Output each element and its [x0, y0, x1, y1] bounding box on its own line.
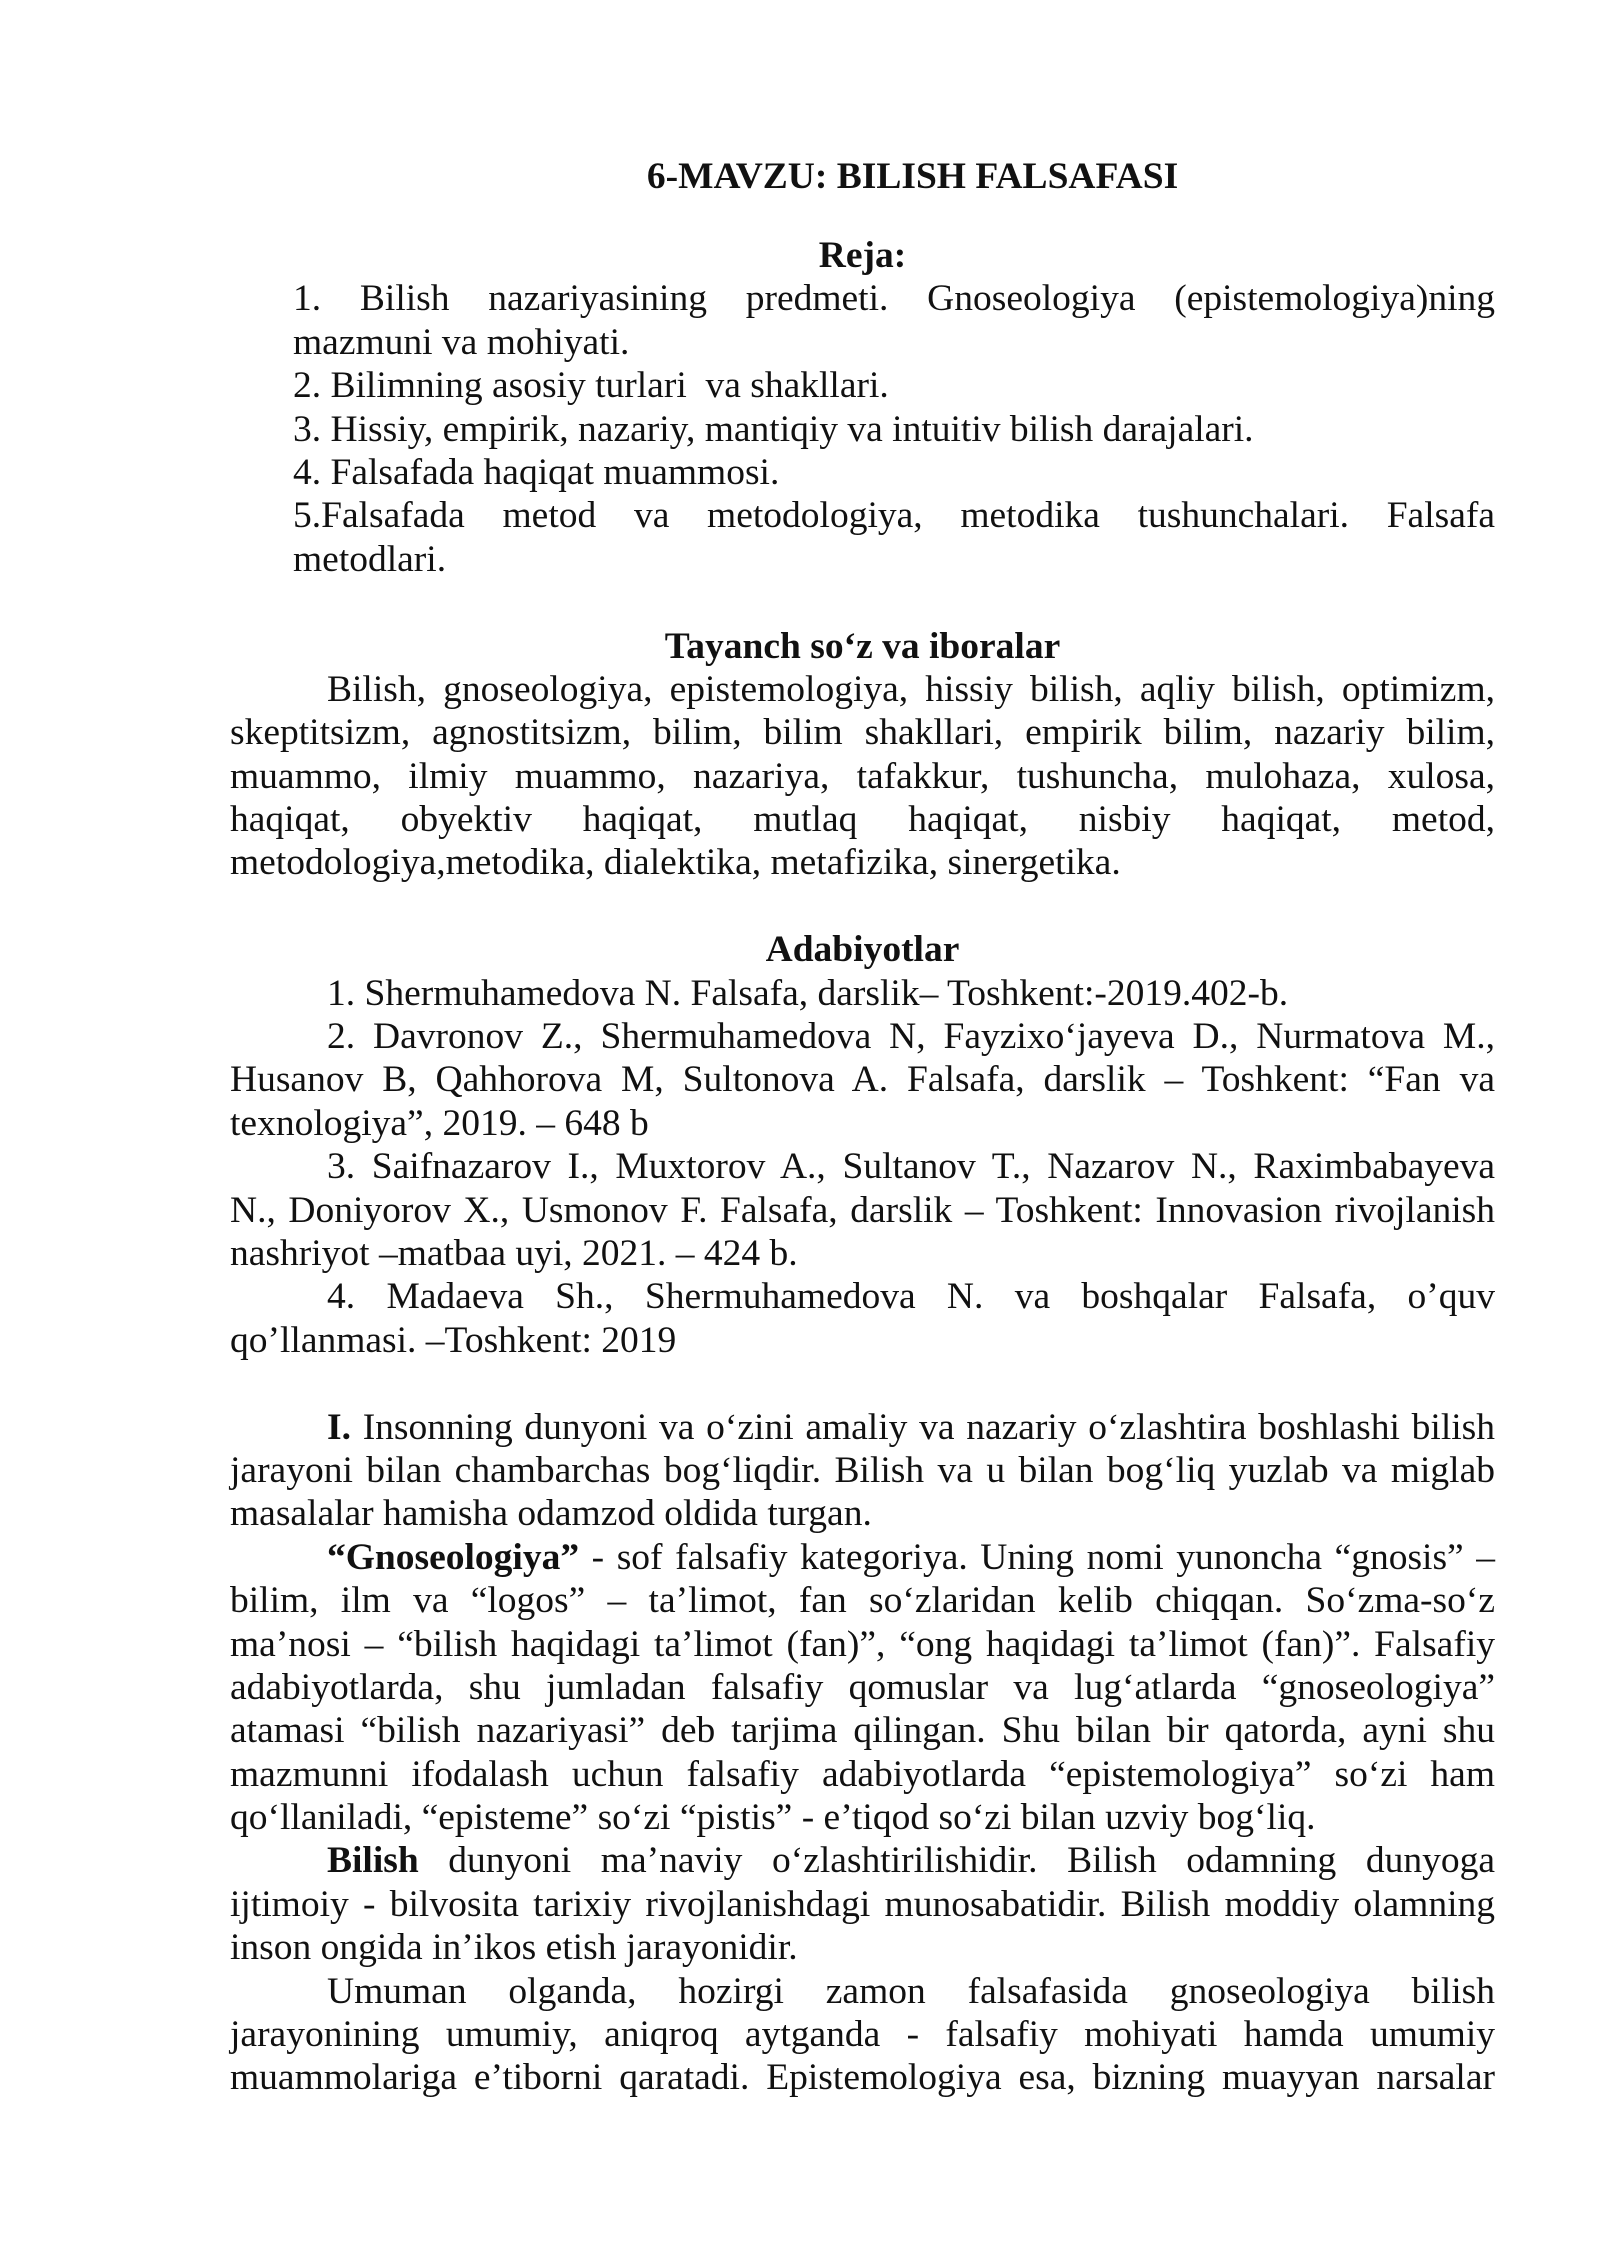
paragraph-2-line-6: mazmunni ifodalash uchun falsafiy adabiyotlarda “epistemologiya” so‘zi ham: [230, 1753, 1495, 1795]
paragraph-2-line-7: qo‘llaniladi, “episteme” so‘zi “pistis” - e’tiqod so‘zi bilan uzviy bog‘liq.: [230, 1797, 1316, 1839]
paragraph-2-line-4: adabiyotlarda, shu jumladan falsafiy qomuslar va lug‘atlarda “gnoseologiya”: [230, 1666, 1495, 1708]
keywords-line-1: Bilish, gnoseologiya, epistemologiya, hissiy bilish, aqliy bilish, optimizm,: [327, 668, 1495, 710]
keywords-line-2: skeptitsizm, agnostitsizm, bilim, bilim shakllari, empirik bilim, nazariy bilim,: [230, 712, 1495, 754]
keywords-line-5: metodologiya,metodika, dialektika, metafizika, sinergetika.: [230, 842, 1121, 884]
paragraph-4-line-3: muammolariga e’tiborni qaratadi. Epistemologiya esa, bizning muayyan narsalar: [230, 2057, 1495, 2099]
blank-line: [230, 885, 1495, 928]
keywords-line-3: muammo, ilmiy muammo, nazariya, tafakkur, tushuncha, mulohaza, xulosa,: [230, 755, 1495, 797]
reference-2-line-3: texnologiya”, 2019. – 648 b: [230, 1102, 649, 1144]
paragraph-2-line-3: ma’nosi – “bilish haqidagi ta’limot (fan)”, “ong haqidagi ta’limot (fan)”. Falsafiy: [230, 1623, 1495, 1665]
reference-4-line-1: 4. Madaeva Sh., Shermuhamedova N. va boshqalar Falsafa, o’quv: [327, 1276, 1495, 1318]
references-heading: Adabiyotlar: [765, 929, 960, 971]
paragraph-3-line-1: [230, 1839, 1495, 1882]
paragraph-2-line-1-text: - sof falsafiy kategoriya. Uning nomi yunoncha “gnosis” –: [579, 1536, 1495, 1578]
plan-item-5-line-1: 5.Falsafada metod va metodologiya, metodika tushunchalari. Falsafa: [293, 495, 1495, 537]
keywords-heading: Tayanch so‘z va iboralar: [664, 625, 1061, 667]
paragraph-3-lead: Bilish: [327, 1840, 419, 1882]
blank-line: [230, 1362, 1495, 1405]
paragraph-3-line-1-text: dunyoni ma’naviy o‘zlashtirilishidir. Bilish odamning dunyoga: [418, 1840, 1495, 1882]
document-title: 6-MAVZU: BILISH FALSAFASI: [646, 156, 1179, 197]
reference-4-line-2: qo’llanmasi. –Toshkent: 2019: [230, 1319, 677, 1361]
paragraph-1-lead: I.: [327, 1406, 351, 1448]
plan-item-3: 3. Hissiy, empirik, nazariy, mantiqiy va intuitiv bilish darajalari.: [293, 408, 1254, 450]
reference-2-line-2: Husanov B, Qahhorova M, Sultonova A. Falsafa, darslik – Toshkent: “Fan va: [230, 1059, 1495, 1101]
paragraph-2-line-1: [230, 1536, 1495, 1579]
keywords-line-4: haqiqat, obyektiv haqiqat, mutlaq haqiqat, nisbiy haqiqat, metod,: [230, 799, 1495, 841]
reference-1: 1. Shermuhamedova N. Falsafa, darslik– Toshkent:-2019.402-b.: [327, 972, 1289, 1014]
paragraph-2-line-2: bilim, ilm va “logos” – ta’limot, fan so‘zlaridan kelib chiqqan. So‘zma-so‘z: [230, 1580, 1495, 1622]
plan-item-5-line-2: metodlari.: [293, 538, 447, 580]
paragraph-4-line-2: jarayonining umumiy, aniqroq aytganda - falsafiy mohiyati hamda umumiy: [230, 2014, 1495, 2056]
paragraph-4-line-1: Umuman olganda, hozirgi zamon falsafasida gnoseologiya bilish: [327, 1970, 1495, 2012]
reference-3-line-2: N., Doniyorov X., Usmonov F. Falsafa, darslik – Toshkent: Innovasion rivojlanish: [230, 1189, 1495, 1231]
plan-heading: Reja:: [818, 235, 907, 276]
paragraph-1-line-1: [230, 1406, 1495, 1449]
document-body: [230, 234, 1495, 2100]
paragraph-1-line-2: jarayoni bilan chambarchas bog‘liqdir. Bilish va u bilan bog‘liq yuzlab va miglab: [230, 1449, 1495, 1491]
blank-line: [230, 581, 1495, 624]
paragraph-2-line-5: atamasi “bilish nazariyasi” deb tarjima qilingan. Shu bilan bir qatorda, ayni shu: [230, 1710, 1495, 1752]
paragraph-1-line-3: masalalar hamisha odamzod oldida turgan.: [230, 1493, 872, 1535]
paragraph-2-lead: “Gnoseologiya”: [327, 1536, 580, 1578]
plan-item-4: 4. Falsafada haqiqat muammosi.: [293, 451, 780, 493]
plan-item-1-line-2: mazmuni va mohiyati.: [293, 321, 630, 363]
reference-3-line-1: 3. Saifnazarov I., Muxtorov A., Sultanov T., Nazarov N., Raximbabayeva: [327, 1146, 1495, 1188]
plan-item-1-line-1: 1. Bilish nazariyasining predmeti. Gnoseologiya (epistemologiya)ning: [293, 278, 1495, 320]
paragraph-1-line-1-text: Insonning dunyoni va o‘zini amaliy va nazariy o‘zlashtira boshlashi bilish: [350, 1406, 1495, 1448]
plan-item-2: 2. Bilimning asosiy turlari va shakllari.: [293, 365, 889, 407]
paragraph-3-line-3: inson ongida in’ikos etish jarayonidir.: [230, 1927, 798, 1969]
reference-3-line-3: nashriyot –matbaa uyi, 2021. – 424 b.: [230, 1232, 798, 1274]
reference-2-line-1: 2. Davronov Z., Shermuhamedova N, Fayzixo‘jayeva D., Nurmatova M.,: [327, 1016, 1495, 1058]
paragraph-3-line-2: ijtimoiy - bilvosita tarixiy rivojlanishdagi munosabatidir. Bilish moddiy olamning: [230, 1883, 1495, 1925]
